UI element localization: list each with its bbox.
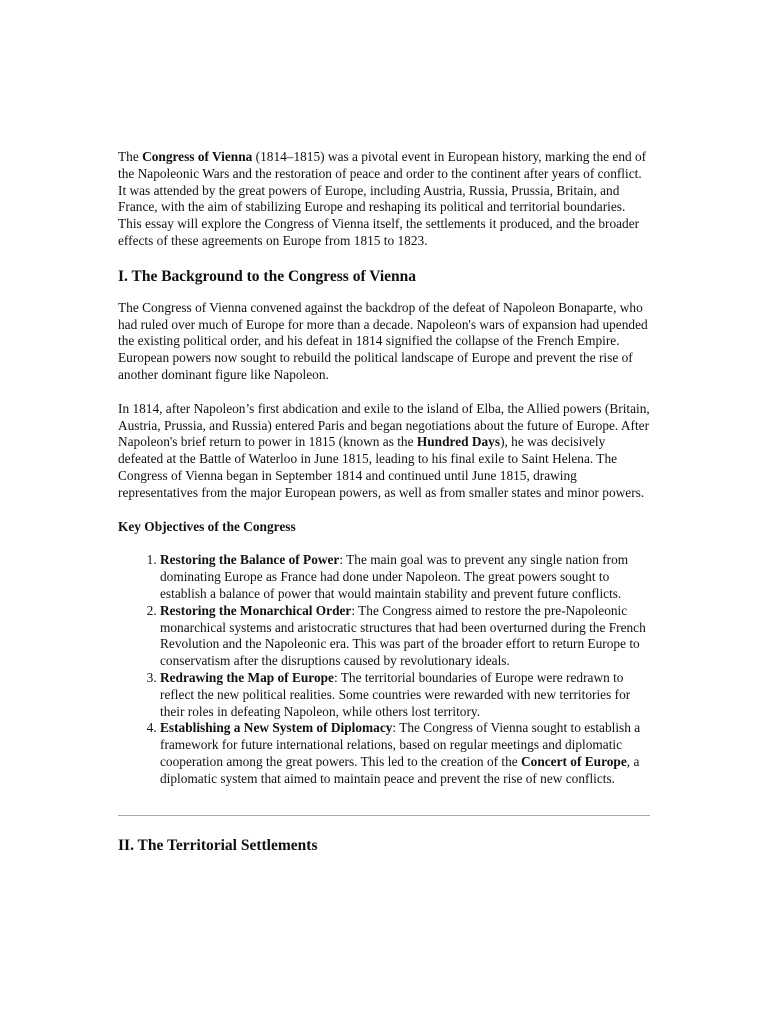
objective-bold-concert: Concert of Europe [521, 753, 627, 769]
objectives-list [118, 552, 650, 787]
objective-item-4 [160, 720, 650, 787]
objective-item-1 [160, 552, 650, 602]
objective-title: Restoring the Monarchical Order [160, 602, 352, 618]
section1-paragraph-2 [118, 401, 650, 502]
objective-item-2 [160, 603, 650, 670]
objective-text: : The main goal was to prevent any single nation from dominating Europe as France had done under Napoleon. The great powers sought to establish a balance of power that would maintain stability and prevent future conflicts. [160, 552, 629, 601]
objective-title: Restoring the Balance of Power [160, 552, 340, 568]
objective-title: Redrawing the Map of Europe [160, 669, 334, 685]
section2-heading: II. The Territorial Settlements [118, 836, 318, 854]
objective-item-3 [160, 670, 650, 720]
para2-text-1: In 1814, after Napoleon’s first abdication and exile to the island of Elba, the Allied powers (Britain, Austria, Prussia, and Russia) entered Paris and began negotiations about the future of Europe. After Napoleon's brief return to power in 1815 (known as the [118, 400, 650, 450]
section1-heading: I. The Background to the Congress of Vienna [118, 267, 416, 285]
intro-text-1: The [118, 149, 143, 164]
intro-bold-congress: Congress of Vienna [142, 149, 253, 164]
document-page [118, 149, 650, 869]
para2-bold-hundred-days: Hundred Days [416, 434, 501, 450]
objective-title: Establishing a New System of Diplomacy [160, 720, 393, 736]
para2-text-2: ), he was decisively defeated at the Battle of Waterloo in June 1815, leading to his final exile to Saint Helena. The Congress of Vienna began in September 1814 and continued until June 1815, drawing representatives from the major European powers, as well as from smaller states and minor powers. [118, 434, 645, 500]
objective-text: : The Congress aimed to restore the pre-Napoleonic monarchical systems and aristocratic structures that had been overturned during the French Revolution and the Napoleonic era. This was part of the broader effort to return Europe to conservatism after the disruptions caused by revolutionary ideals. [160, 602, 646, 669]
objective-text: : The Congress of Vienna sought to establish a framework for future international relations, based on regular meetings and diplomatic cooperation among the great powers. This led to the creation of the [160, 720, 641, 769]
objective-text: : The territorial boundaries of Europe were redrawn to reflect the new political realities. Some countries were rewarded with new territories for their roles in defeating Napoleon, while others lost territory. [160, 669, 631, 719]
section-divider [118, 815, 650, 816]
objective-text-continued: , a diplomatic system that aimed to maintain peace and prevent the rise of new conflicts. [160, 753, 640, 786]
intro-text-2: (1814–1815) was a pivotal event in European history, marking the end of the Napoleonic Wars and the restoration of peace and order to the continent after years of conflict. It was attended by the great powers of Europe, including Austria, Russia, Prussia, Britain, and France, with the aim of stabilizing Europe and reshaping its political and territorial boundaries. This essay will explore the Congress of Vienna itself, the settlements it produced, and the broader effects of these agreements on Europe from 1815 to 1823. [118, 149, 647, 248]
intro-paragraph [118, 149, 650, 250]
objectives-heading: Key Objectives of the Congress [118, 518, 296, 534]
section1-paragraph-1: The Congress of Vienna convened against the backdrop of the defeat of Napoleon Bonaparte, who had ruled over much of Europe for more than a decade. Napoleon's wars of expansion had upended the existing political order, and his defeat in 1814 signified the collapse of the French Empire. European powers now sought to rebuild the political landscape of Europe and prevent the rise of another dominant figure like Napoleon. [118, 299, 648, 382]
